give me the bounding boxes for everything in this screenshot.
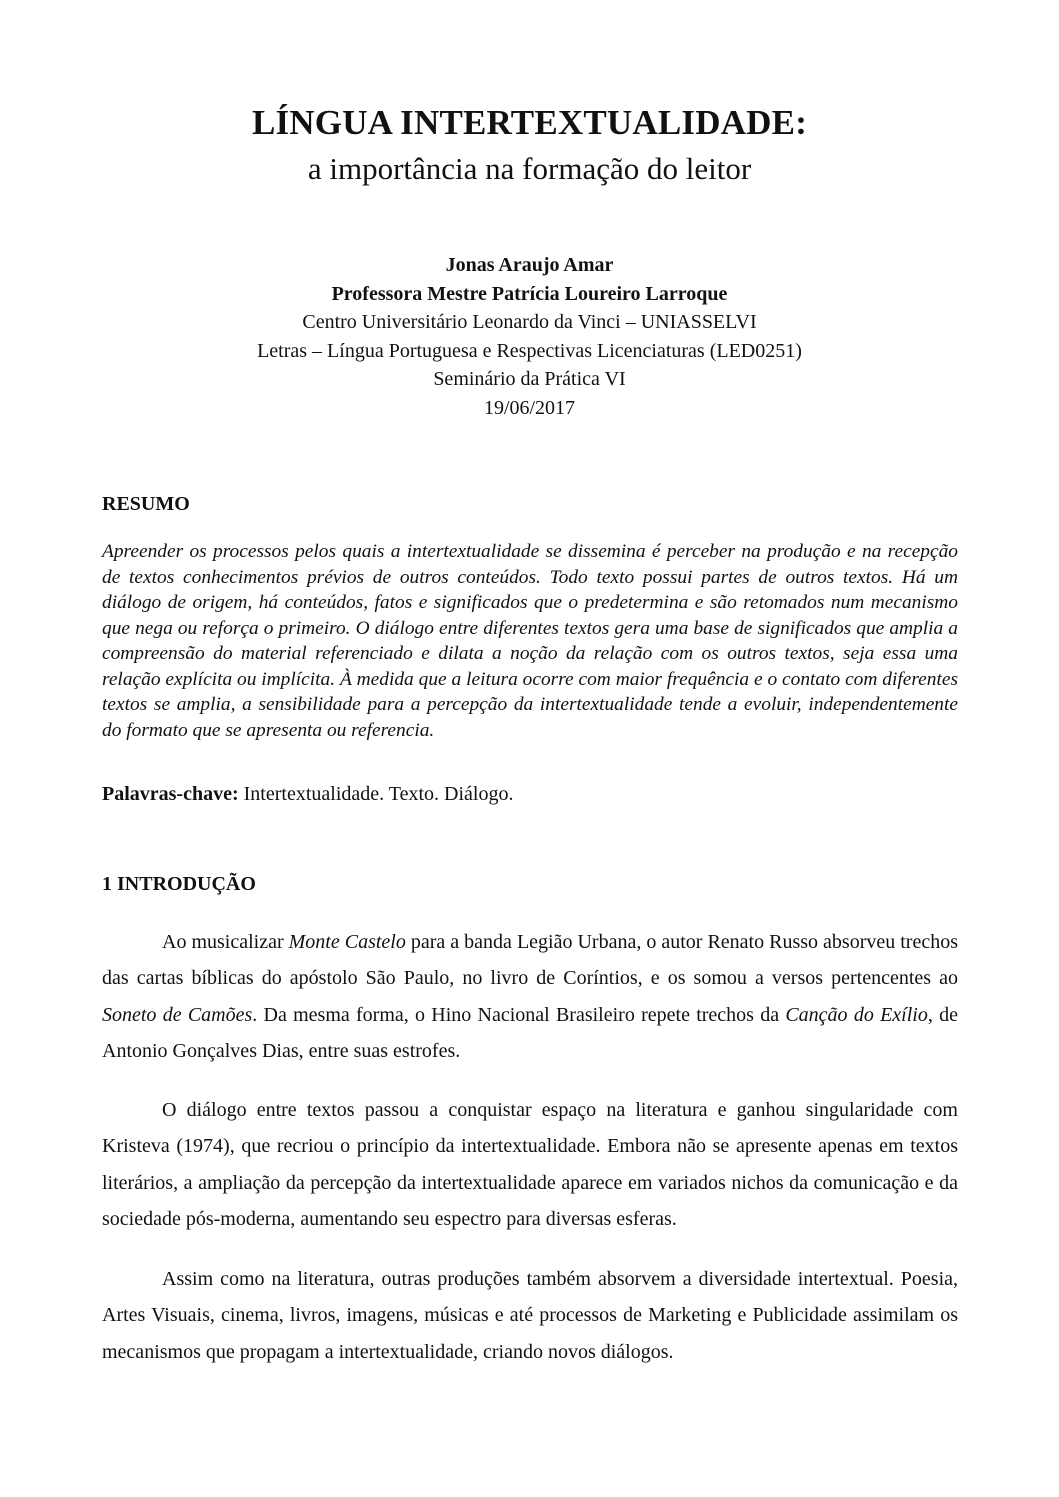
keywords-label: Palavras-chave:: [102, 783, 239, 805]
seminar: Seminário da Prática VI: [433, 368, 626, 390]
date: 19/06/2017: [483, 396, 576, 419]
abstract-text: Apreender os processos pelos quais a intertextualidade se dissemina é perceber na produção e na recepção de textos conhecimentos prévios de outros conteúdos. Todo texto possui partes de outros textos. Há um diálogo de origem, há conteúdos, fatos e significados que o predetermina e são retomados num mecanismo que nega ou reforça o primeiro. O diálogo entre diferentes textos gera uma base de significados que amplia a compreensão do material referenciado e dilata a noção da relação com os outros textos, seja essa uma relação explícita ou implícita. À medida que a leitura ocorre com maior frequência e o contato com diferentes textos se amplia, a sensibilidade para a percepção da intertextualidade tende a evoluir, independentemente do formato que se apresenta ou referencia.: [102, 541, 958, 741]
course: Letras – Língua Portuguesa e Respectivas Licenciaturas (LED0251): [257, 339, 802, 362]
intro-p1-text-4: , de Antonio Gonçalves Dias, entre suas estrofes.: [102, 1003, 958, 1062]
title-block: [0, 100, 1059, 192]
author-name: Jonas Araujo Amar: [445, 254, 614, 276]
institution: Centro Universitário Leonardo da Vinci – UNIASSELVI: [302, 311, 757, 333]
keywords-text: Intertextualidade. Texto. Diálogo.: [243, 783, 514, 805]
intro-paragraph-2: O diálogo entre textos passou a conquistar espaço na literatura e ganhou singularidade com Kristeva (1974), que recriou o princípio da intertextualidade. Embora não se apresente apenas em textos literários, a ampliação da percepção da intertextualidade aparece em variados nichos da comunicação e da sociedade pós-moderna, aumentando seu espectro para diversas esferas.: [102, 1099, 958, 1230]
intro-paragraph-3: Assim como na literatura, outras produções também absorvem a diversidade intertextual. Poesia, Artes Visuais, cinema, livros, imagens, músicas e até processos de Marketing e Publicidade assimilam os mecanismos que propagam a intertextualidade, criando novos diálogos.: [102, 1268, 958, 1363]
paper-subtitle: a importância na formação do leitor: [307, 151, 752, 186]
intro-p1-text-2: para a banda Legião Urbana, o autor Renato Russo absorveu trechos das cartas bíblicas do apóstolo São Paulo, no livro de Coríntios, e os somou a versos pertencentes ao: [102, 931, 958, 990]
intro-p1-text-1: Ao musicalizar: [162, 931, 289, 953]
author-block: [0, 251, 1059, 422]
introduction-heading: 1 INTRODUÇÃO: [102, 873, 256, 895]
abstract-heading: RESUMO: [102, 493, 190, 515]
intro-p1-italic-3: Canção do Exílio: [785, 1003, 928, 1026]
advisor-name: Professora Mestre Patrícia Loureiro Larroque: [331, 282, 728, 305]
intro-p1-italic-2: Soneto de Camões: [102, 1003, 253, 1026]
keywords: [102, 781, 958, 807]
intro-p1-text-3: . Da mesma forma, o Hino Nacional Brasileiro repete trechos da: [252, 1003, 786, 1026]
intro-paragraph-1: [102, 924, 958, 1069]
intro-p1-italic-1: Monte Castelo: [288, 931, 406, 953]
paper-title: LÍNGUA INTERTEXTUALIDADE:: [251, 103, 808, 142]
